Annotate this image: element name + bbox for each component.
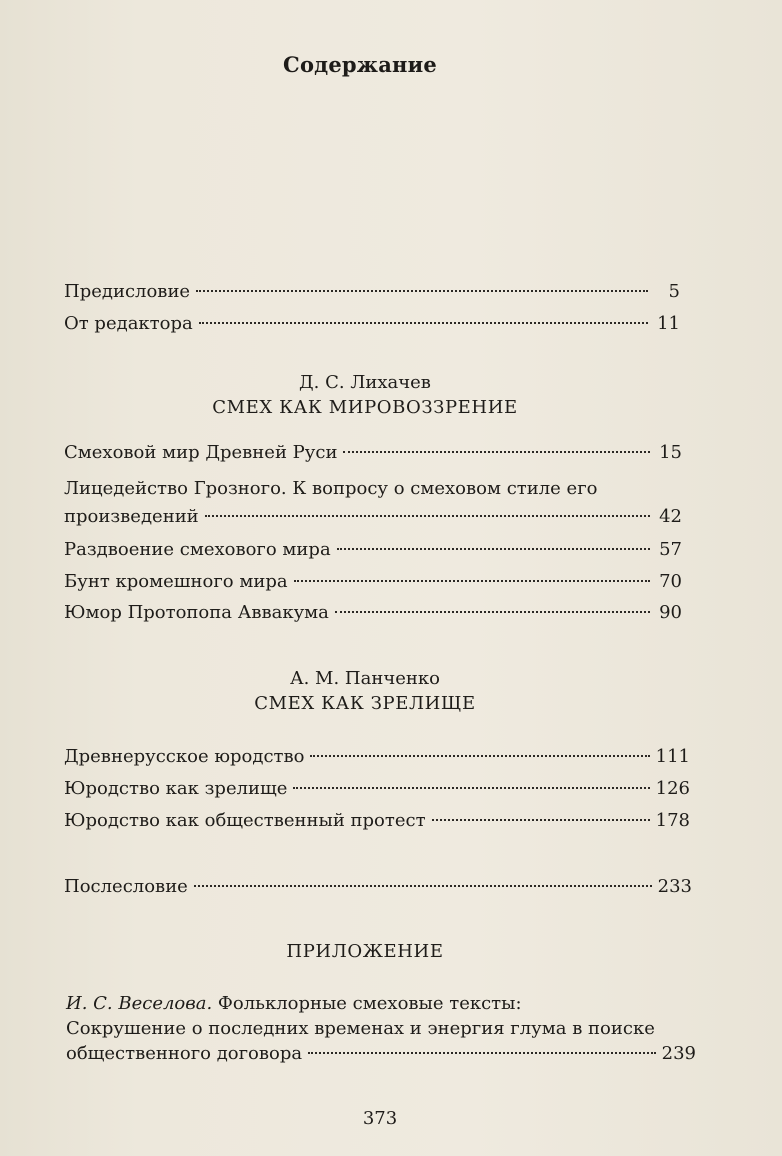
leader-dots [337,548,650,550]
appendix-author: И. С. Веселова. [66,993,213,1014]
entry-page: 70 [659,571,682,592]
leader-dots [205,515,650,517]
section-author: А. М. Панченко [289,668,440,689]
entry-label: Юродство как общественный протест [64,810,426,831]
leader-dots [199,322,648,324]
entry-page: 42 [659,506,682,527]
entry-page: 57 [659,539,682,560]
appendix-subtitle-line: Сокрушение о последних временах и энергия глума в поиске [66,1018,655,1039]
appendix-title-line [66,991,522,1017]
entry-label-line: Лицедейство Грозного. К вопросу о смеховом стиле его [64,478,598,499]
entry-page: 233 [657,876,692,897]
leader-dots [294,580,650,582]
entry-page: 11 [657,313,680,334]
leader-dots [335,611,650,613]
entry-label: Древнерусское юродство [64,746,305,767]
entry-page: 126 [655,778,690,799]
entry-label: Предисловие [64,281,191,302]
entry-label: Бунт кромешного мира [64,571,288,592]
toc-entry[interactable] [64,874,692,900]
entry-label: произведений [64,506,199,527]
toc-entry[interactable] [64,569,682,595]
entry-label: Юмор Протопопа Аввакума [64,602,329,623]
page-number: 373 [362,1108,398,1129]
toc-entry[interactable] [64,279,680,305]
entry-page: 111 [655,746,690,767]
toc-entry[interactable] [64,311,680,337]
toc-entry[interactable] [64,537,682,563]
entry-page: 15 [659,442,682,463]
entry-page: 178 [655,810,690,831]
leader-dots [196,290,648,292]
entry-page: 239 [661,1043,696,1064]
entry-label: Раздвоение смехового мира [64,539,331,560]
section-heading: СМЕХ КАК ЗРЕЛИЩЕ [254,693,476,714]
section-author: Д. С. Лихачев [299,372,431,393]
toc-entry[interactable] [64,600,682,626]
leader-dots [432,819,650,821]
leader-dots [308,1052,656,1054]
leader-dots [343,451,650,453]
entry-label: общественного договора [66,1043,303,1064]
entry-page: 90 [659,602,682,623]
appendix-title: Фольклорные смеховые тексты: [212,993,522,1014]
entry-label: Юродство как зрелище [64,778,288,799]
entry-page: 5 [668,281,680,302]
toc-entry[interactable] [64,440,682,466]
leader-dots [293,787,649,789]
entry-label: Послесловие [64,876,188,897]
entry-label: Смеховой мир Древней Руси [64,442,338,463]
toc-entry[interactable] [64,744,690,770]
toc-title: Содержание [283,52,437,77]
entry-label: От редактора [64,313,193,334]
toc-entry[interactable] [64,808,690,834]
section-heading: ПРИЛОЖЕНИЕ [286,941,444,962]
toc-entry[interactable] [66,1041,696,1067]
toc-entry[interactable] [64,504,682,530]
leader-dots [194,885,652,887]
section-heading: СМЕХ КАК МИРОВОЗЗРЕНИЕ [212,397,518,418]
toc-entry[interactable] [64,776,690,802]
leader-dots [310,755,649,757]
